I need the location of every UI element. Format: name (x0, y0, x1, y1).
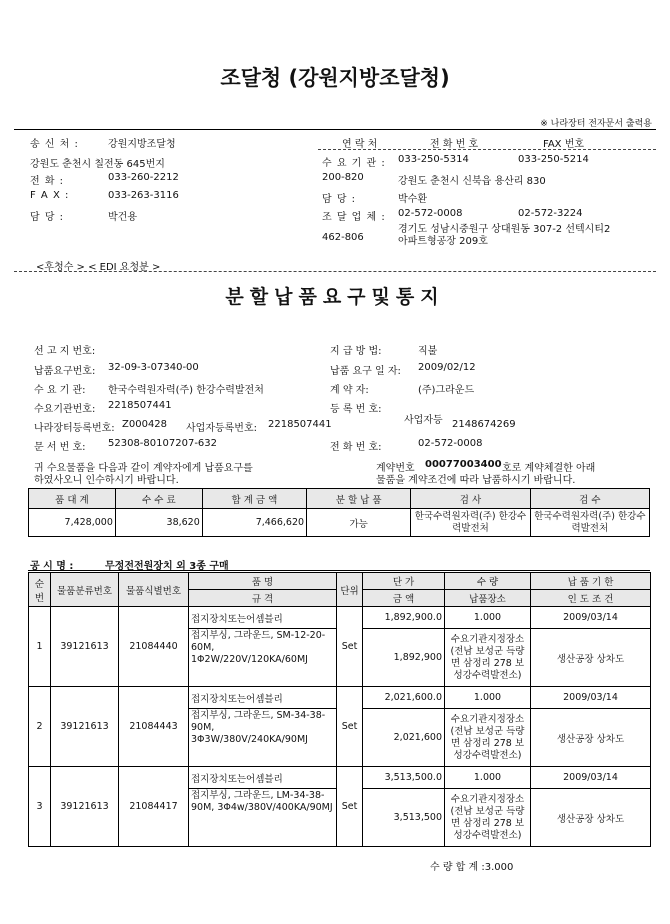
fee: 38,620 (115, 509, 202, 537)
document-title: 조달청 (강원지방조달청) (220, 66, 450, 90)
marketplace-no: Z000428 (122, 419, 168, 430)
contractor: (주)그라운드 (418, 385, 475, 396)
item-class-no: 39121613 (51, 607, 119, 687)
supplier-tel: 02-572-0008 (418, 438, 483, 449)
item-place: 수요기관지정장소(전남 보성군 득량면 삼정리 278 보성강수력발전소) (445, 789, 531, 847)
item-product: 접지장치또는어셈블리 (189, 687, 337, 709)
delivery-request-date: 2009/02/12 (418, 362, 476, 373)
item-place: 수요기관지정장소(전남 보성군 득량면 삼정리 278 보성강수력발전소) (445, 709, 531, 767)
partial-delivery: 가능 (307, 509, 411, 537)
quantity-total: 수 량 합 계 :3.000 (430, 862, 514, 873)
item-terms: 생산공장 상차도 (531, 789, 651, 847)
item-spec: 접지부싱, 그라운드, LM-34-38-90M, 3Φ4w/380V/400KA/90MJ (189, 789, 337, 847)
item-unit: Set (337, 687, 363, 767)
sender-address: 강원도 춘천시 칠전동 645번지 (30, 159, 165, 170)
inspection: 한국수력원자력(주) 한강수력발전처 (411, 509, 530, 537)
sender-manager: 박건용 (108, 212, 137, 223)
item-deadline: 2009/03/14 (531, 687, 651, 709)
contact-header: 연 락 처 (342, 139, 378, 150)
business-no-2: 2148674269 (452, 419, 516, 430)
sender-phone: 033-260-2212 (108, 172, 179, 183)
item-deadline: 2009/03/14 (531, 607, 651, 629)
notice-title: 분할납품요구및통지 (225, 286, 445, 308)
item-quantity: 1.000 (445, 687, 531, 709)
grand-total: 7,466,620 (202, 509, 306, 537)
unit-price-header: 단 가 (363, 573, 445, 590)
item-unit: Set (337, 607, 363, 687)
seq-header: 순 번 (29, 573, 51, 607)
supplier-address: 경기도 성남시중원구 상대원동 307-2 선텍시티2 아파트형공장 209호 (398, 224, 611, 247)
item-unit: Set (337, 767, 363, 847)
class-no-header: 물품분류번호 (51, 573, 119, 607)
summary-table: 품 대 계 수 수 료 합 계 금 액 분 할 납 품 검 사 검 수 7,428,000 38,620 7,466,620 가능 한국수력원자력(주) 한강수력발전처 한국수력원자력(주) 한강수력발전처 (28, 488, 650, 537)
item-id-no: 21084443 (119, 687, 189, 767)
requester-manager: 박수환 (398, 194, 427, 205)
unit-header: 단위 (337, 573, 363, 607)
amount-header: 금 액 (363, 590, 445, 607)
requester-zip: 200-820 (322, 172, 364, 183)
product-header: 품 명 (189, 573, 337, 590)
supplier-zip: 462-806 (322, 232, 364, 243)
phone-header: 전 화 번 호 (430, 139, 479, 150)
item-amount: 1,892,900 (363, 629, 445, 687)
sender-name: 강원지방조달청 (108, 139, 176, 150)
item-id-no: 21084440 (119, 607, 189, 687)
payment-method: 직불 (418, 346, 438, 357)
business-no: 2218507441 (268, 419, 332, 430)
divider (14, 129, 656, 130)
terms-header: 인 도 조 건 (531, 590, 651, 607)
print-note: ※ 나라장터 전자문서 출력용 (540, 119, 652, 129)
item-class-no: 39121613 (51, 687, 119, 767)
breadcrumb: <후청수 > < EDI 요청분 > (36, 262, 161, 273)
item-unit-price: 1,892,900.0 (363, 607, 445, 629)
deadline-header: 납 품 기 한 (531, 573, 651, 590)
item-quantity: 1.000 (445, 607, 531, 629)
requesting-agency: 한국수력원자력(주) 한강수력발전처 (108, 385, 264, 396)
acceptance: 한국수력원자력(주) 한강수력발전처 (530, 509, 649, 537)
agency-no: 2218507441 (108, 400, 172, 411)
goods-total: 7,428,000 (29, 509, 116, 537)
item-terms: 생산공장 상차도 (531, 709, 651, 767)
item-id-no: 21084417 (119, 767, 189, 847)
delivery-request-no: 32-09-3-07340-00 (108, 362, 199, 373)
quantity-header: 수 량 (445, 573, 531, 590)
supplier-phone: 02-572-0008 (398, 208, 463, 219)
requester-fax: 033-250-5214 (518, 154, 589, 165)
item-amount: 2,021,600 (363, 709, 445, 767)
document-no: 52308-80107207-632 (108, 438, 218, 449)
item-terms: 생산공장 상차도 (531, 629, 651, 687)
item-seq: 1 (29, 607, 51, 687)
item-unit-price: 2,021,600.0 (363, 687, 445, 709)
sender-fax: 033-263-3116 (108, 190, 179, 201)
item-seq: 3 (29, 767, 51, 847)
item-place: 수요기관지정장소(전남 보성군 득량면 삼정리 278 보성강수력발전소) (445, 629, 531, 687)
requester-address: 강원도 춘천시 신북읍 용산리 830 (398, 176, 546, 187)
contract-number: 00077003400 (425, 459, 502, 470)
items-table (28, 572, 651, 847)
id-no-header: 물품식별번호 (119, 573, 189, 607)
item-class-no: 39121613 (51, 767, 119, 847)
supplier-fax: 02-572-3224 (518, 208, 583, 219)
spec-header: 규 격 (189, 590, 337, 607)
item-spec: 접지부싱, 그라운드, SM-34-38-90M, 3Φ3W/380V/240KA/90MJ (189, 709, 337, 767)
fax-header: FAX 번호 (543, 139, 585, 150)
requester-phone: 033-250-5314 (398, 154, 469, 165)
item-unit-price: 3,513,500.0 (363, 767, 445, 789)
item-product: 접지장치또는어셈블리 (189, 607, 337, 629)
item-quantity: 1.000 (445, 767, 531, 789)
item-seq: 2 (29, 687, 51, 767)
announcement-name: 무정전전원장치 외 3종 구매 (105, 561, 229, 572)
item-product: 접지장치또는어셈블리 (189, 767, 337, 789)
item-deadline: 2009/03/14 (531, 767, 651, 789)
place-header: 납품장소 (445, 590, 531, 607)
item-amount: 3,513,500 (363, 789, 445, 847)
item-spec: 접지부싱, 그라운드, SM-12-20-60M, 1Φ2W/220V/120KA/60MJ (189, 629, 337, 687)
